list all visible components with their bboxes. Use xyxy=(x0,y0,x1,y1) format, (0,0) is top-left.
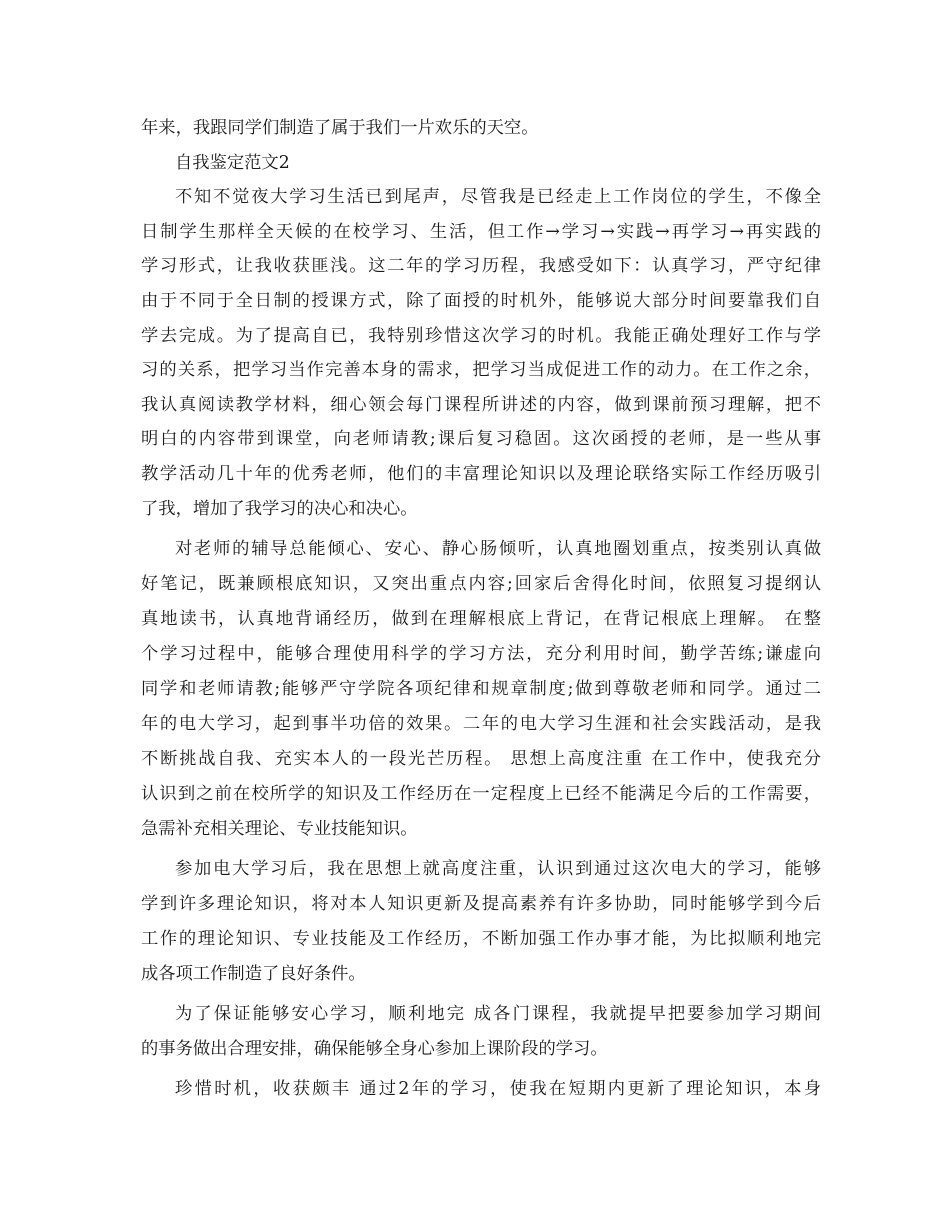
text-line: 珍惜时机，收获颇丰 通过2年的学习，使我在短期内更新了理论知识，本身 xyxy=(175,1079,821,1099)
text-line: 我认真阅读教学材料，细心领会每门课程所讲述的内容，做到课前预习理解，把不 xyxy=(141,395,821,415)
text-line: 认识到之前在校所学的知识及工作经历在一定程度上已经不能满足今后的工作需要， xyxy=(141,784,821,804)
text-line: 真地读书，认真地背诵经历，做到在理解根底上背记，在背记根底上理解。 在整 xyxy=(141,609,821,629)
text-line: 学习形式，让我收获匪浅。这二年的学习历程，我感受如下：认真学习，严守纪律 xyxy=(141,256,821,276)
text-line: 了我，增加了我学习的决心和决心。 xyxy=(141,499,418,519)
text-line: 学去完成。为了提高自已，我特别珍惜这次学习的时机。我能正确处理好工作与学 xyxy=(141,326,821,346)
text-line: 教学活动几十年的优秀老师，他们的丰富理论知识以及理论联络实际工作经历吸引 xyxy=(141,464,821,484)
text-line: 习的关系，把学习当作完善本身的需求，把学习当成促进工作的动力。在工作之余， xyxy=(141,360,821,380)
text-line: 成各项工作制造了良好条件。 xyxy=(141,964,366,984)
text-line: 参加电大学习后，我在思想上就高度注重，认识到通过这次电大的学习，能够 xyxy=(175,859,821,879)
text-line: 由于不同于全日制的授课方式，除了面授的时机外，能够说大部分时间要靠我们自 xyxy=(141,291,821,311)
text-line: 不知不觉夜大学习生活已到尾声，尽管我是已经走上工作岗位的学生，不像全 xyxy=(175,187,821,207)
section-heading: 自我鉴定范文2 xyxy=(175,153,290,173)
text-line: 明白的内容带到课堂，向老师请教;课后复习稳固。这次函授的老师，是一些从事 xyxy=(141,429,821,449)
text-line: 工作的理论知识、专业技能及工作经历，不断加强工作办事才能，为比拟顺利地完 xyxy=(141,929,821,949)
text-line: 同学和老师请教;能够严守学院各项纪律和规章制度;做到尊敬老师和同学。通过二 xyxy=(141,679,821,699)
text-line: 年来，我跟同学们制造了属于我们一片欢乐的天空。 xyxy=(141,118,539,138)
text-line: 日制学生那样全天候的在校学习、生活，但工作→学习→实践→再学习→再实践的 xyxy=(141,222,821,242)
text-line: 急需补充相关理论、专业技能知识。 xyxy=(141,819,418,839)
text-line: 年的电大学习，起到事半功倍的效果。二年的电大学习生涯和社会实践活动，是我 xyxy=(141,714,821,734)
text-line: 为了保证能够安心学习，顺利地完 成各门课程，我就提早把要参加学习期间 xyxy=(175,1004,821,1024)
text-line: 不断挑战自我、充实本人的一段光芒历程。 思想上高度注重 在工作中，使我充分 xyxy=(141,749,821,769)
text-line: 个学习过程中，能够合理使用科学的学习方法，充分利用时间，勤学苦练;谦虚向 xyxy=(141,644,821,664)
text-line: 好笔记，既兼顾根底知识，又突出重点内容;回家后舍得化时间，依照复习提纲认 xyxy=(141,574,821,594)
text-line: 对老师的辅导总能倾心、安心、静心肠倾听，认真地圈划重点，按类别认真做 xyxy=(175,539,821,559)
text-line: 学到许多理论知识，将对本人知识更新及提高素养有许多协助，同时能够学到今后 xyxy=(141,894,821,914)
text-line: 的事务做出合理安排，确保能够全身心参加上课阶段的学习。 xyxy=(141,1039,608,1059)
